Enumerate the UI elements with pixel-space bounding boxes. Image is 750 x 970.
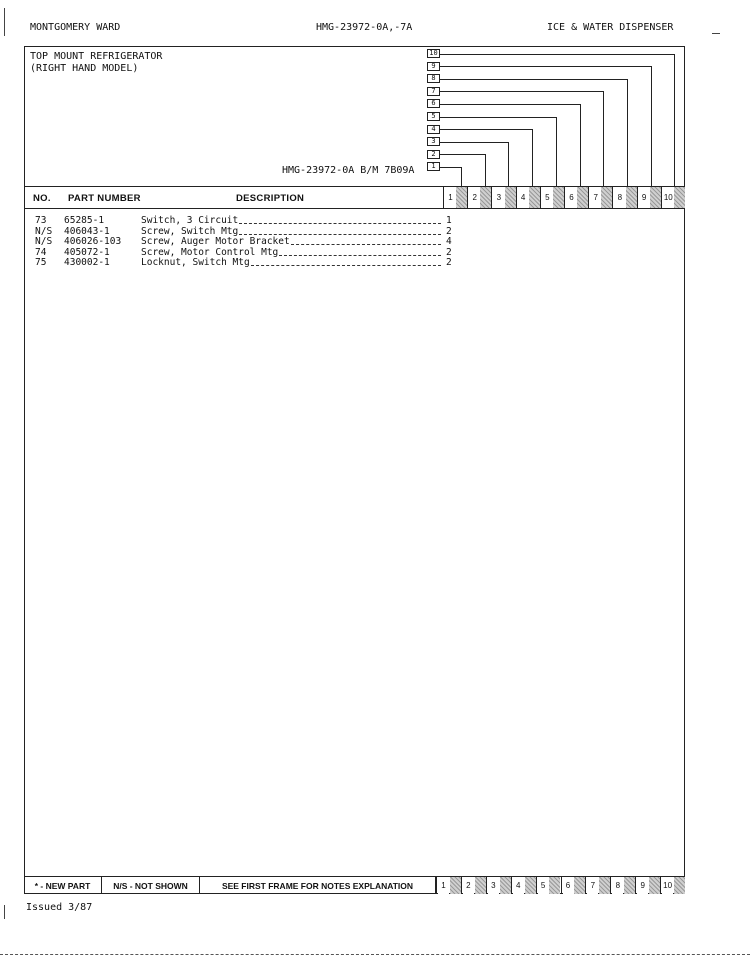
footer-grid-shading bbox=[674, 877, 685, 894]
footer-grid-shading bbox=[624, 877, 635, 894]
legend-new-part: * - NEW PART bbox=[24, 877, 102, 894]
part-quantity: 1 bbox=[446, 215, 452, 226]
footer-grid-shading bbox=[549, 877, 560, 894]
part-description: Screw, Motor Control Mtg bbox=[141, 246, 279, 258]
leader-line-v bbox=[580, 104, 581, 187]
header-grid-number: 6 bbox=[566, 187, 577, 208]
footer-grid-number: 4 bbox=[513, 877, 524, 894]
leader-line-h bbox=[440, 154, 485, 155]
model-grid-footer bbox=[436, 877, 685, 894]
leader-line-v bbox=[485, 154, 486, 187]
footer-grid-cell-8 bbox=[610, 877, 635, 894]
leader-line-h bbox=[440, 54, 674, 55]
frame-title-line-1: TOP MOUNT REFRIGERATOR bbox=[30, 51, 163, 62]
header-grid-cell-3 bbox=[491, 187, 515, 208]
part-item-no: 73 bbox=[35, 215, 47, 226]
leader-line-v bbox=[603, 91, 604, 187]
model-box-3: 3 bbox=[427, 137, 440, 146]
header-grid-number: 5 bbox=[542, 187, 553, 208]
leader-line-v bbox=[651, 66, 652, 187]
row-leader-dashes bbox=[239, 223, 441, 224]
header-grid-number: 3 bbox=[493, 187, 504, 208]
header-grid-cell-9 bbox=[637, 187, 661, 208]
footer-grid-shading bbox=[599, 877, 610, 894]
leader-line-h bbox=[440, 91, 603, 92]
leader-line-v bbox=[461, 167, 462, 187]
footer-grid-shading bbox=[500, 877, 511, 894]
footer-grid-cell-5 bbox=[536, 877, 561, 894]
part-number: 406043-1 bbox=[64, 225, 110, 237]
footer-grid-number: 9 bbox=[637, 877, 648, 894]
part-description: Switch, 3 Circuit bbox=[141, 215, 239, 226]
part-quantity: 2 bbox=[446, 246, 452, 258]
part-item-no: 74 bbox=[35, 246, 47, 258]
model-box-2: 2 bbox=[427, 150, 440, 159]
leader-line-h bbox=[440, 66, 651, 67]
part-description: Screw, Auger Motor Bracket bbox=[141, 236, 290, 247]
part-quantity: 2 bbox=[446, 225, 452, 237]
header-grid-shading bbox=[480, 187, 491, 208]
model-box-9: 9 bbox=[427, 62, 440, 71]
footer-grid-shading bbox=[574, 877, 585, 894]
footer-grid-number: 3 bbox=[488, 877, 499, 894]
header-grid-number: 2 bbox=[469, 187, 480, 208]
footer-grid-shading bbox=[525, 877, 536, 894]
part-number: 405072-1 bbox=[64, 246, 110, 258]
footer-grid-number: 10 bbox=[662, 877, 673, 894]
frame-title-line-2: (RIGHT HAND MODEL) bbox=[30, 63, 139, 74]
header-grid-shading bbox=[650, 187, 661, 208]
row-leader-dashes bbox=[291, 244, 441, 245]
column-header-row bbox=[24, 186, 685, 209]
header-grid-number: 9 bbox=[639, 187, 650, 208]
model-box-4: 4 bbox=[427, 125, 440, 134]
header-model: HMG-23972-0A,-7A bbox=[316, 22, 413, 33]
header-grid-cell-1 bbox=[443, 187, 467, 208]
leader-line-v bbox=[627, 79, 628, 187]
footer-grid-number: 8 bbox=[612, 877, 623, 894]
footer-grid-cell-4 bbox=[511, 877, 536, 894]
footer-grid-cell-9 bbox=[635, 877, 660, 894]
margin-mark bbox=[712, 33, 720, 34]
legend-not-shown: N/S - NOT SHOWN bbox=[102, 877, 200, 894]
header-grid-shading bbox=[674, 187, 685, 208]
header-grid-shading bbox=[577, 187, 588, 208]
footer-grid-cell-1 bbox=[436, 877, 461, 894]
model-grid-header bbox=[443, 187, 685, 208]
model-box-8: 8 bbox=[427, 74, 440, 83]
header-grid-shading bbox=[505, 187, 516, 208]
header-grid-cell-6 bbox=[564, 187, 588, 208]
footer-grid-shading bbox=[450, 877, 461, 894]
leader-line-h bbox=[440, 167, 461, 168]
part-number: 65285-1 bbox=[64, 215, 105, 226]
header-grid-number: 7 bbox=[590, 187, 601, 208]
footer-grid-number: 6 bbox=[563, 877, 574, 894]
part-item-no: 75 bbox=[35, 257, 47, 268]
header-grid-shading bbox=[529, 187, 540, 208]
model-reference: HMG-23972-0A B/M 7B09A bbox=[282, 165, 415, 176]
leader-line-h bbox=[440, 142, 508, 143]
part-description: Locknut, Switch Mtg bbox=[141, 257, 250, 268]
leader-line-v bbox=[532, 129, 533, 187]
header-grid-shading bbox=[456, 187, 467, 208]
header-grid-cell-2 bbox=[467, 187, 491, 208]
leader-line-h bbox=[440, 79, 627, 80]
part-description: Screw, Switch Mtg bbox=[141, 225, 239, 237]
header-section: ICE & WATER DISPENSER bbox=[547, 22, 674, 33]
part-number: 430002-1 bbox=[64, 257, 110, 268]
issue-date: Issued 3/87 bbox=[26, 902, 93, 913]
part-item-no: N/S bbox=[35, 236, 53, 247]
footer-grid-number: 2 bbox=[463, 877, 474, 894]
row-leader-dashes bbox=[279, 255, 441, 256]
footer-grid-cell-2 bbox=[461, 877, 486, 894]
header-grid-number: 1 bbox=[445, 187, 456, 208]
bottom-cut-line bbox=[0, 954, 750, 955]
model-box-6: 6 bbox=[427, 99, 440, 108]
model-box-10: 10 bbox=[427, 49, 440, 58]
header-grid-cell-4 bbox=[516, 187, 540, 208]
header-brand: MONTGOMERY WARD bbox=[30, 22, 121, 33]
leader-line-h bbox=[440, 104, 580, 105]
footer-grid-cell-3 bbox=[486, 877, 511, 894]
margin-mark bbox=[4, 905, 5, 919]
leader-line-v bbox=[556, 117, 557, 188]
leader-line-v bbox=[674, 54, 675, 188]
row-leader-dashes bbox=[251, 265, 441, 266]
col-part-number: PART NUMBER bbox=[68, 193, 141, 204]
header-grid-number: 10 bbox=[663, 187, 674, 208]
legend-notes: SEE FIRST FRAME FOR NOTES EXPLANATION bbox=[200, 877, 436, 894]
part-number: 406026-103 bbox=[64, 236, 122, 247]
col-no: NO. bbox=[33, 193, 51, 204]
model-box-1: 1 bbox=[427, 162, 440, 171]
header-grid-shading bbox=[601, 187, 612, 208]
margin-mark bbox=[4, 8, 5, 36]
header-grid-cell-8 bbox=[612, 187, 636, 208]
footer-grid-cell-10 bbox=[660, 877, 685, 894]
part-item-no: N/S bbox=[35, 225, 53, 237]
part-quantity: 4 bbox=[446, 236, 452, 247]
footer-grid-number: 7 bbox=[587, 877, 598, 894]
leader-line-h bbox=[440, 129, 532, 130]
header-grid-cell-7 bbox=[588, 187, 612, 208]
header-grid-number: 8 bbox=[614, 187, 625, 208]
footer-grid-number: 5 bbox=[538, 877, 549, 894]
footer-grid-shading bbox=[475, 877, 486, 894]
header-grid-cell-5 bbox=[540, 187, 564, 208]
footer-grid-cell-6 bbox=[561, 877, 586, 894]
header-grid-shading bbox=[626, 187, 637, 208]
footer-grid-number: 1 bbox=[438, 877, 449, 894]
leader-line-v bbox=[508, 142, 509, 187]
leader-line-h bbox=[440, 117, 556, 118]
header-grid-number: 4 bbox=[518, 187, 529, 208]
footer-grid-cell-7 bbox=[585, 877, 610, 894]
part-quantity: 2 bbox=[446, 257, 452, 268]
col-description: DESCRIPTION bbox=[236, 193, 305, 204]
model-box-7: 7 bbox=[427, 87, 440, 96]
legend-row bbox=[24, 876, 685, 894]
header-grid-shading bbox=[553, 187, 564, 208]
model-box-5: 5 bbox=[427, 112, 440, 121]
header-grid-cell-10 bbox=[661, 187, 685, 208]
row-leader-dashes bbox=[239, 234, 441, 235]
footer-grid-shading bbox=[649, 877, 660, 894]
